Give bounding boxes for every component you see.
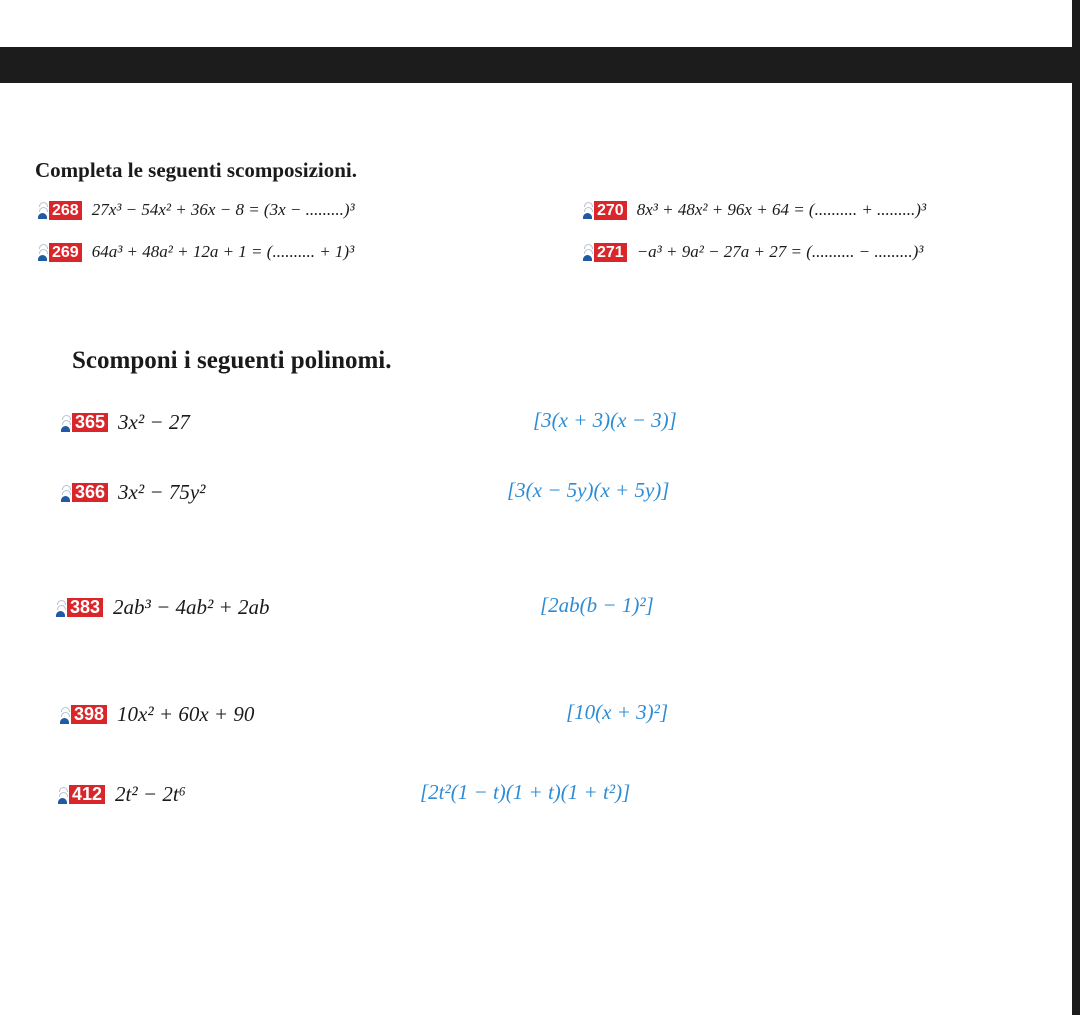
exercise-269 (38, 242, 354, 262)
exercise-366 (61, 480, 205, 505)
exercise-412 (58, 782, 186, 807)
exercise-expression: 3x² − 75y² (118, 480, 206, 504)
exercise-answer: [10(x + 3)²] (566, 700, 669, 724)
exercise-badge (583, 201, 627, 220)
difficulty-level-icon (583, 243, 592, 261)
exercise-expression: 10x² + 60x + 90 (117, 702, 255, 726)
exercise-number: 269 (49, 243, 82, 262)
exercise-271 (583, 242, 923, 262)
difficulty-level-icon (61, 484, 70, 502)
exercise-badge (56, 598, 103, 617)
exercise-expression: 2t² − 2t⁶ (115, 782, 186, 806)
exercise-398 (60, 702, 254, 727)
difficulty-level-icon (61, 414, 70, 432)
exercise-expression: 8x³ + 48x² + 96x + 64 = (.......... + .........)³ (636, 200, 927, 219)
exercise-badge (583, 243, 627, 262)
difficulty-level-icon (58, 786, 67, 804)
exercise-268 (38, 200, 355, 220)
exercise-answer: [2ab(b − 1)²] (540, 593, 654, 617)
exercise-number: 271 (594, 243, 627, 262)
exercise-badge (38, 201, 82, 220)
exercise-number: 365 (72, 413, 108, 432)
exercise-answer: [3(x − 5y)(x + 5y)] (507, 478, 670, 502)
section-title-scomponi: Scomponi i seguenti polinomi. (72, 347, 392, 374)
exercise-number: 268 (49, 201, 82, 220)
section-title-completa: Completa le seguenti scomposizioni. (35, 158, 357, 182)
exercise-365 (61, 410, 190, 435)
exercise-expression: 64a³ + 48a² + 12a + 1 = (.......... + 1)³ (91, 242, 355, 261)
exercise-number: 398 (71, 705, 107, 724)
exercise-badge (58, 785, 105, 804)
exercise-badge (38, 243, 82, 262)
difficulty-level-icon (38, 243, 47, 261)
exercise-expression: −a³ + 9a² − 27a + 27 = (.......... − .........)³ (636, 242, 924, 261)
exercise-answer: [2t²(1 − t)(1 + t)(1 + t²)] (420, 780, 631, 804)
exercise-answer: [3(x + 3)(x − 3)] (533, 408, 677, 432)
exercise-number: 366 (72, 483, 108, 502)
difficulty-level-icon (60, 706, 69, 724)
exercise-expression: 2ab³ − 4ab² + 2ab (113, 595, 270, 619)
exercise-badge (60, 705, 107, 724)
exercise-expression: 27x³ − 54x² + 36x − 8 = (3x − .........)³ (91, 200, 355, 219)
exercise-number: 270 (594, 201, 627, 220)
exercise-number: 412 (69, 785, 105, 804)
exercise-badge (61, 413, 108, 432)
difficulty-level-icon (56, 599, 65, 617)
right-frame-edge (1072, 0, 1080, 1015)
exercise-number: 383 (67, 598, 103, 617)
top-bar (0, 47, 1072, 83)
exercise-270 (583, 200, 926, 220)
exercise-383 (56, 595, 269, 620)
exercise-expression: 3x² − 27 (118, 410, 190, 434)
difficulty-level-icon (583, 201, 592, 219)
exercise-badge (61, 483, 108, 502)
difficulty-level-icon (38, 201, 47, 219)
